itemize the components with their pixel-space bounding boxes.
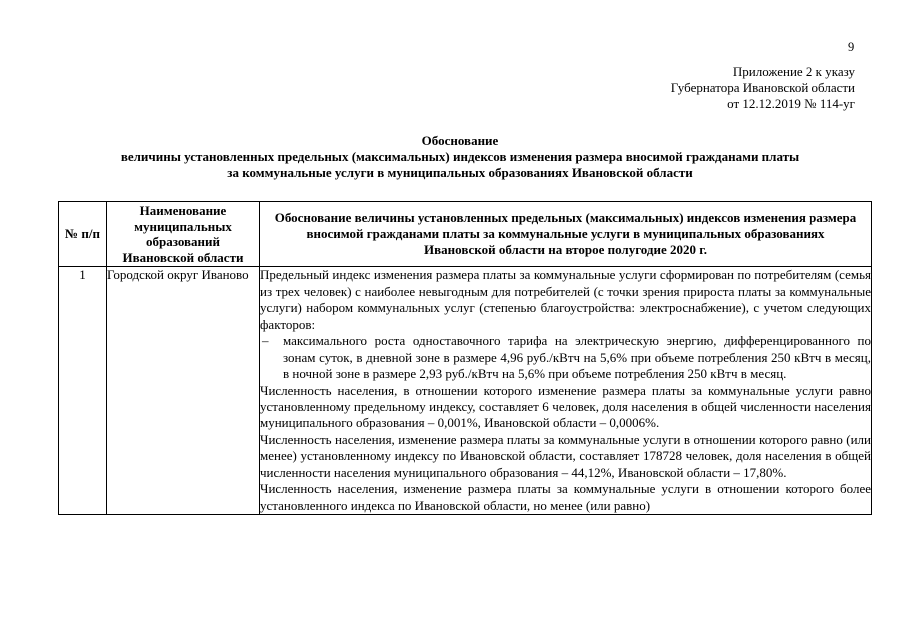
- appendix-line-3: от 12.12.2019 № 114-уг: [727, 96, 855, 112]
- appendix-note: [671, 64, 855, 113]
- justification-intro: Предельный индекс изменения размера платы за коммунальные услуги сформирован по потребителям (семья из трех человек) с наиболее невыгодным для потребителей (с точки зрения прироста платы за коммунальные услуги) набором коммунальных услуг (степенью благоустройства: электроснабжение), с учетом следующих факторов:: [260, 267, 871, 332]
- table-row: [59, 267, 872, 515]
- header-justification: Обоснование величины установленных предельных (максимальных) индексов изменения размера вносимой гражданами платы за коммунальные услуги в муниципальных образованиях Ивановской области на второе полугодие 2020 г.: [260, 202, 872, 267]
- table-header-row: [59, 202, 872, 267]
- justification-paragraph-3: Численность населения, изменение размера платы за коммунальные услуги в отношении которого более установленного индекса по Ивановской области, но менее (или равно): [260, 481, 871, 513]
- justification-bullet: [260, 333, 871, 382]
- justification-table: [58, 201, 872, 515]
- heading-subtitle-2: за коммунальные услуги в муниципальных образованиях Ивановской области: [227, 165, 693, 180]
- header-number: № п/п: [59, 202, 107, 267]
- header-municipality: Наименование муниципальных образований Ивановской области: [107, 202, 260, 267]
- row-justification: [260, 267, 872, 515]
- row-municipality: Городской округ Иваново: [107, 267, 260, 515]
- justification-paragraph-1: Численность населения, в отношении которого изменение размера платы за коммунальные услуги равно установленному предельному индексу, составляет 6 человек, доля населения в общей численности населения муниципального образования – 0,001%, Ивановской области – 0,0006%.: [260, 382, 871, 431]
- justification-paragraph-2: Численность населения, изменение размера платы за коммунальные услуги в отношении которого равно (или менее) установленному индексу по Ивановской области, составляет 178728 человек, доля населения в общей численности населения муниципального образования – 44,12%, Ивановской области – 17,80%.: [260, 431, 871, 480]
- bullet-dash: –: [262, 333, 269, 349]
- appendix-line-1: Приложение 2 к указу: [732, 64, 855, 79]
- appendix-line-2: Губернатора Ивановской области: [670, 80, 855, 96]
- bullet-text: максимального роста одноставочного тарифа на электрическую энергию, дифференцированного по зонам суток, в дневной зоне в размере 4,96 руб./кВтч на 5,6% при объеме потребления 250 кВтч в месяц, в ночной зоне в размере 2,93 руб./кВтч на 5,6% при объеме потребления 250 кВтч в месяц.: [283, 333, 871, 382]
- page-number: 9: [848, 40, 855, 54]
- document-heading: [40, 133, 880, 181]
- heading-subtitle-1: величины установленных предельных (максимальных) индексов изменения размера вносимой гражданами платы: [120, 149, 800, 164]
- heading-title: Обоснование: [421, 133, 499, 148]
- row-number: 1: [59, 267, 107, 515]
